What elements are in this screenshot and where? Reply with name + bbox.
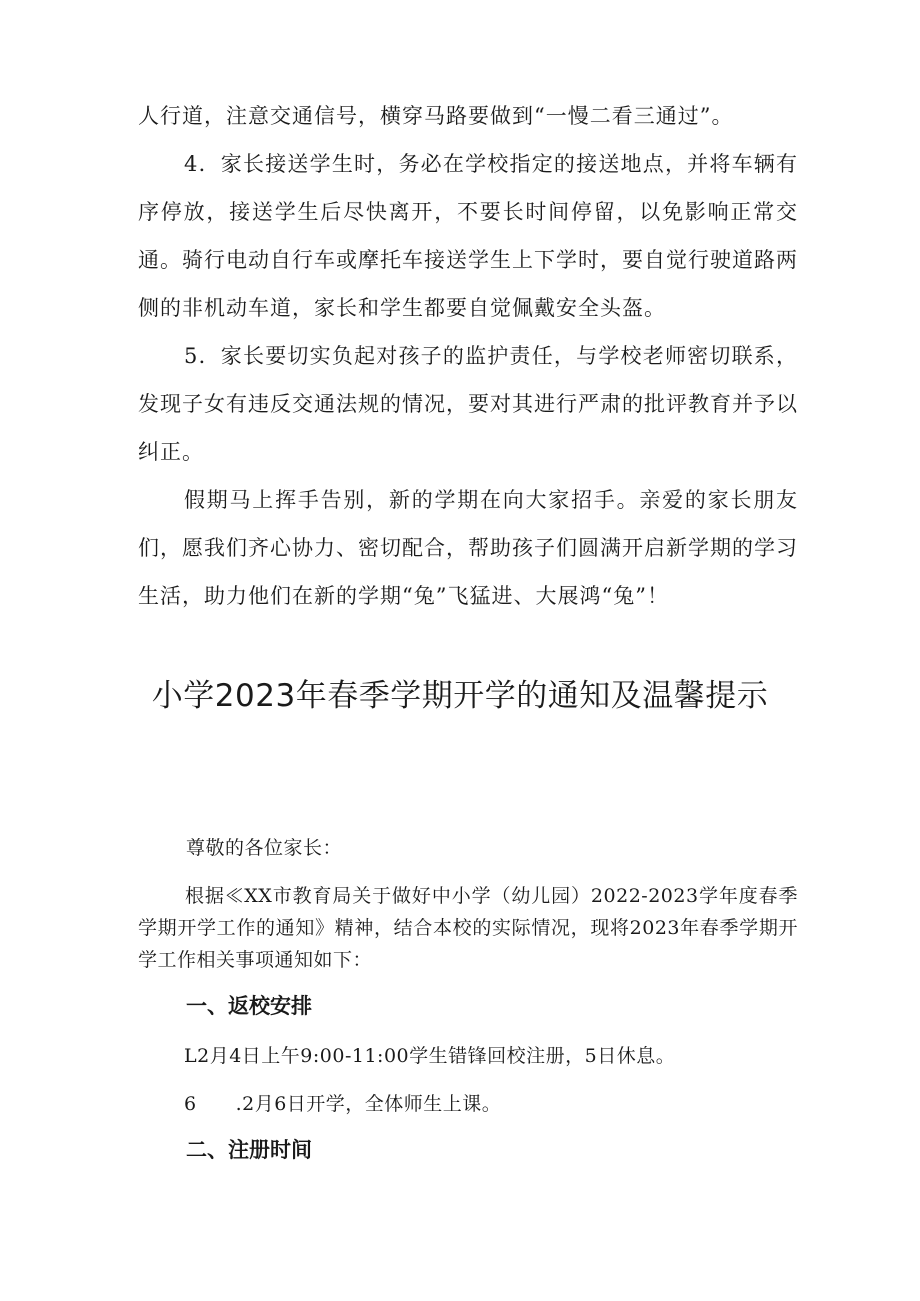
intro-paragraph: 根据≪XX市教育局关于做好中小学（幼儿园）2022-2023学年度春季学期开学工作的通知》精神，结合本校的实际情况，现将2023年春季学期开学工作相关事项通知如下： (138, 885, 798, 971)
paragraph-item-4: 4．家长接送学生时，务必在学校指定的接送地点，并将车辆有序停放，接送学生后尽快离开，不要长时间停留，以免影响正常交通。骑行电动自行车或摩托车接送学生上下学时，要自觉行驶道路两侧的非机动车道，家长和学生都要自觉佩戴安全头盔。 (138, 152, 798, 320)
greeting: 尊敬的各位家长： (186, 837, 343, 859)
paragraph-traffic-rule: 人行道，注意交通信号，横穿马路要做到“一慢二看三通过”。 (138, 104, 734, 128)
return-item-2: 6 .2月6日开学，全体师生上课。 (184, 1093, 502, 1115)
return-item-1: L2月4日上午9:00-11:00学生错锋回校注册，5日休息。 (184, 1045, 676, 1067)
paragraph-item-5: 5．家长要切实负起对孩子的监护责任，与学校老师密切联系，发现子女有违反交通法规的情况，要对其进行严肃的批评教育并予以纠正。 (138, 344, 798, 464)
notice-title: 小学2023年春季学期开学的通知及温馨提示 (151, 678, 769, 714)
section-heading-return: 一、返校安排 (186, 994, 312, 1018)
paragraph-closing: 假期马上挥手告别，新的学期在向大家招手。亲爱的家长朋友们，愿我们齐心协力、密切配合，帮助孩子们圆满开启新学期的学习生活，助力他们在新的学期“兔”飞猛进、大展鸿“兔”！ (138, 488, 798, 608)
section-heading-registration: 二、注册时间 (186, 1138, 312, 1162)
